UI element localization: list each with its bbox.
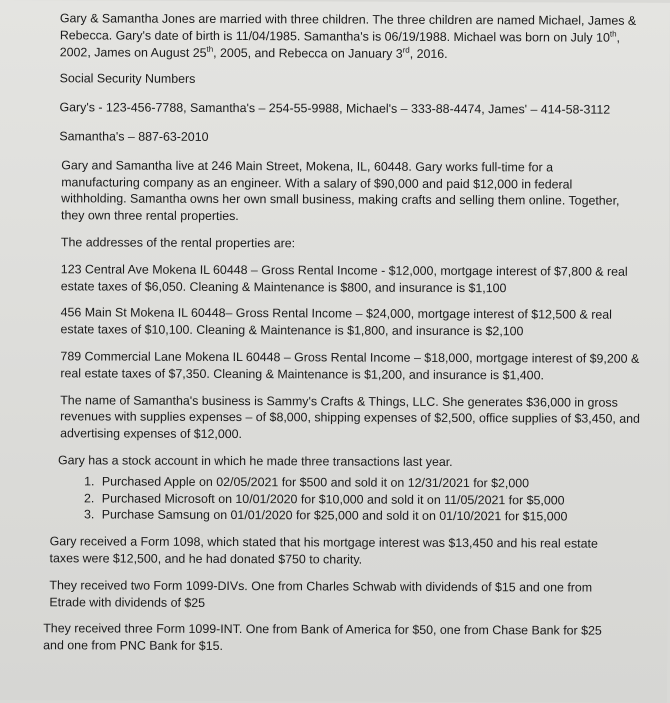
intro-line-3c: , 2016. (409, 46, 448, 61)
form-1099-div-paragraph (49, 577, 653, 613)
stock-transaction-item: 3. Purchase Samsung on 01/01/2020 for $25,000 and sold it on 01/10/2021 for $15,000 (98, 507, 654, 526)
rentals-heading: The addresses of the rental properties are: (60, 235, 296, 251)
form-1099-int-line: and one from PNC Bank for $15. (43, 638, 223, 654)
form-1099-int-line: They received three Form 1099-INT. One from Bank of America for $50, one from Chase Bank for $25 (43, 621, 602, 638)
form-1099-div-line: They received two Form 1099-DIVs. One from Charles Schwab with dividends of $15 and one from (49, 577, 593, 595)
superscript: th (206, 44, 214, 54)
intro-line-3 (60, 44, 656, 63)
residence-line: manufacturing company as an engineer. With a salary of $90,000 and paid $12,000 in federal (61, 174, 573, 192)
superscript: rd (402, 45, 410, 55)
ssn-line-2: Samantha's – 887-63-2010 (59, 129, 209, 144)
intro-line-2 (60, 27, 656, 46)
residence-line: withholding. Samantha owns her own small business, making crafts and selling them online. Together, (61, 191, 620, 209)
rental-line: 456 Main St Mokena IL 60448– Gross Rental Income – $24,000, mortgage interest of $12,500 & real (60, 305, 612, 323)
rental-line: real estate taxes of $7,350. Cleaning & Maintenance is $1,200, and insurance is $1,400. (60, 366, 544, 383)
stock-transaction-item: 1. Purchased Apple on 02/05/2021 for $500 and sold it on 12/31/2021 for $2,000 (98, 473, 654, 492)
intro-line-3a: 2002, James on August 25 (59, 44, 207, 60)
rental-line: estate taxes of $6,050. Cleaning & Maintenance is $800, and insurance is $1,100 (60, 278, 507, 295)
residence-line: Gary and Samantha live at 246 Main Street, Mokena, IL, 60448. Gary works full-time for a (61, 158, 554, 175)
intro-line-1: Gary & Samantha Jones are married with three children. The three children are named Michael, James & (59, 11, 637, 28)
form-1098-paragraph (50, 533, 654, 569)
business-line: advertising expenses of $12,000. (60, 426, 242, 442)
rental-line: estate taxes of $10,100. Cleaning & Maintenance is $1,800, and insurance is $2,100 (60, 322, 524, 339)
ssn-line-1: Gary's - 123-456-7788, Samantha's – 254-55-9988, Michael's – 333-88-4474, James' – 414-58-3112 (59, 100, 611, 117)
stock-transaction-item: 2. Purchased Microsoft on 10/01/2020 for $10,000 and sold it on 11/05/2021 for $5,000 (98, 490, 654, 509)
rental-property-2 (61, 305, 655, 341)
form-1099-div-line: Etrade with dividends of $25 (49, 594, 206, 610)
rental-property-3 (60, 348, 654, 384)
intro-line-3b: , 2005, and Rebecca on January 3 (213, 45, 403, 61)
stock-transactions-list (58, 473, 654, 526)
business-paragraph (60, 392, 654, 445)
form-1098-line: taxes were $12,500, and he had donated $750 to charity. (49, 551, 363, 567)
rental-line: 789 Commercial Lane Mokena IL 60448 – Gross Rental Income – $18,000, mortgage interest of $9,200 & (60, 349, 640, 366)
rental-property-1 (61, 261, 655, 297)
residence-line: they own three rental properties. (61, 208, 239, 224)
superscript: th (609, 29, 617, 39)
form-1099-int-paragraph (43, 621, 653, 657)
intro-paragraph (60, 10, 656, 63)
rental-line: 123 Central Ave Mokena IL 60448 – Gross Rental Income - $12,000, mortgage interest of $7,800 & real (60, 262, 628, 279)
residence-paragraph (61, 157, 655, 227)
ssn-heading: Social Security Numbers (59, 71, 196, 87)
form-1098-line: Gary received a Form 1098, which stated that his mortgage interest was $13,450 and his real estate (49, 534, 598, 551)
intro-line-2-text: Rebecca. Gary's date of birth is 11/04/1985. Samantha's is 06/19/1988. Michael was born on July 10 (59, 28, 610, 45)
business-line: The name of Samantha's business is Sammy's Crafts & Things, LLC. She generates $36,000 in gross (60, 392, 618, 410)
business-line: revenues with supplies expenses – of $8,000, shipping expenses of $2,500, office supplies of $3,450, and (60, 409, 641, 427)
stocks-heading: Gary has a stock account in which he made three transactions last year. (57, 453, 453, 469)
intro-line-2-end: , (616, 30, 621, 45)
